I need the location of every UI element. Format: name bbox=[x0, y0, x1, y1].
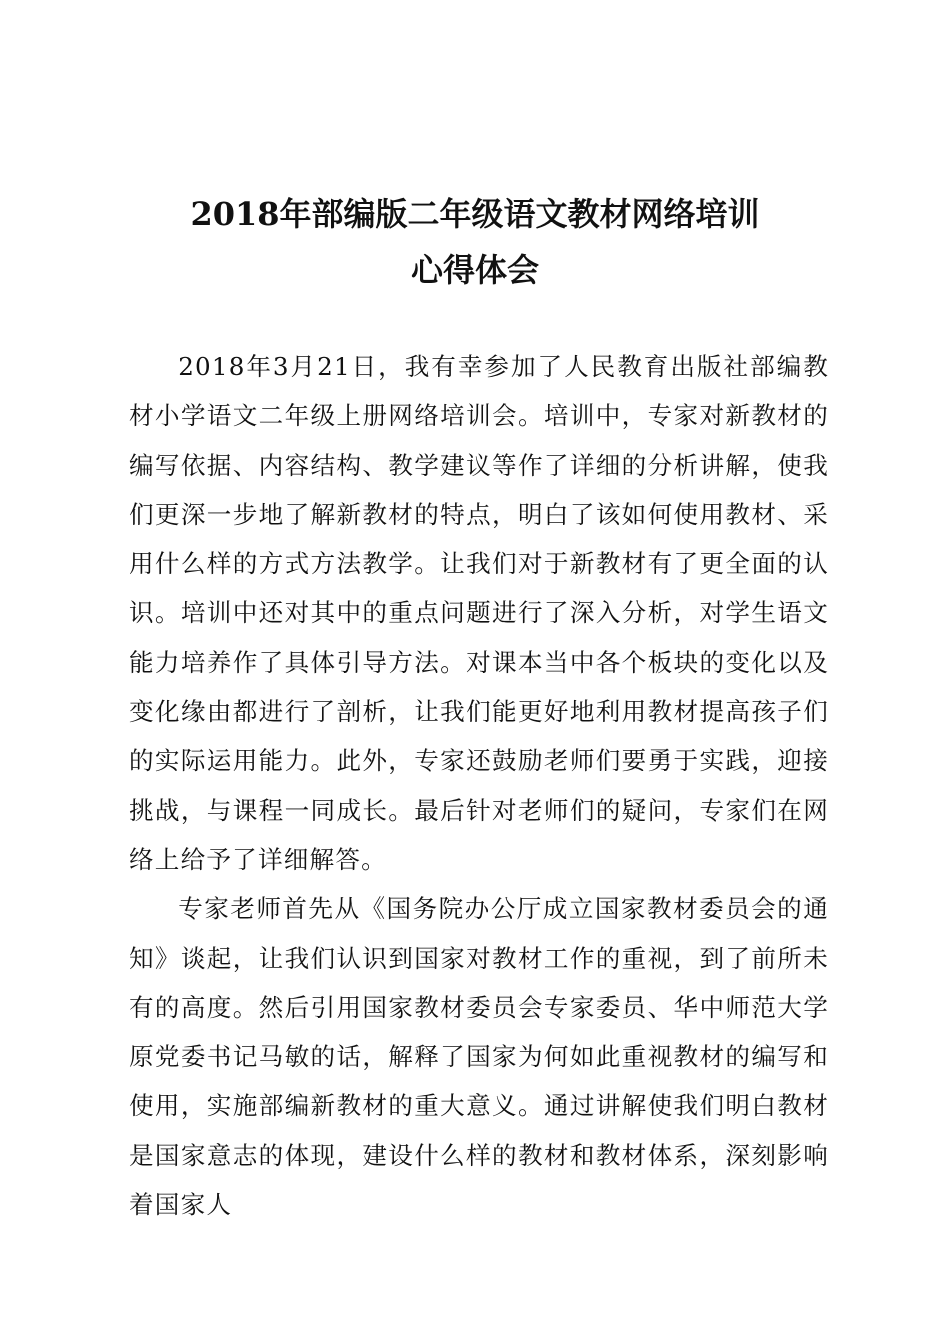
paragraph: 2018年3月21日，我有幸参加了人民教育出版社部编教材小学语文二年级上册网络培训会。培训中，专家对新教材的编写依据、内容结构、教学建议等作了详细的分析讲解，使我们更深一步地了解新教材的特点，明白了该如何使用教材、采用什么样的方式方法教学。让我们对于新教材有了更全面的认识。培训中还对其中的重点问题进行了深入分析，对学生语文能力培养作了具体引导方法。对课本当中各个板块的变化以及变化缘由都进行了剖析，让我们能更好地利用教材提高孩子们的实际运用能力。此外，专家还鼓励老师们要勇于实践，迎接挑战，与课程一同成长。最后针对老师们的疑问，专家们在网络上给予了详细解答。 bbox=[129, 352, 829, 874]
document-title-line-1: 2018年部编版二年级语文教材网络培训 bbox=[190, 195, 760, 233]
document-body bbox=[129, 342, 829, 1229]
paragraph: 专家老师首先从《国务院办公厅成立国家教材委员会的通知》谈起，让我们认识到国家对教材工作的重视，到了前所未有的高度。然后引用国家教材委员会专家委员、华中师范大学原党委书记马敏的话，解释了国家为何如此重视教材的编写和使用，实施部编新教材的重大意义。通过讲解使我们明白教材是国家意志的体现，建设什么样的教材和教材体系，深刻影响着国家人 bbox=[129, 894, 829, 1220]
document-title-line-2: 心得体会 bbox=[410, 251, 539, 289]
document-title bbox=[100, 186, 850, 298]
